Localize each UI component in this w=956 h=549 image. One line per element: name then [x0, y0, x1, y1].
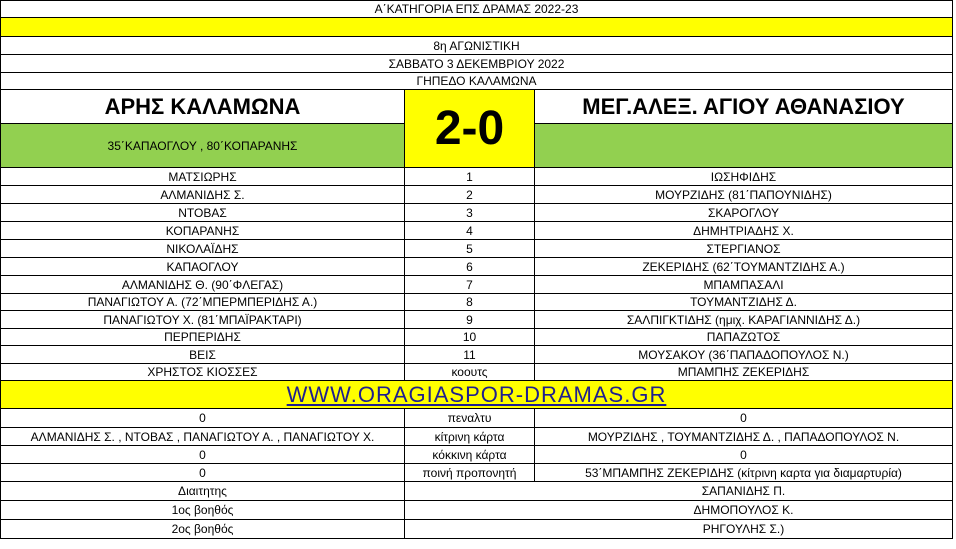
- home-player: ΧΡΗΣΤΟΣ ΚΙΟΣΣΕΣ: [0, 364, 405, 380]
- away-player: ΣΚΑΡΟΓΛΟΥ: [535, 204, 953, 221]
- home-player: ΝΤΟΒΑΣ: [0, 204, 405, 221]
- stadium: ΓΗΠΕΔΟ ΚΑΛΑΜΩΝΑ: [0, 73, 953, 89]
- stat-row: [0, 464, 953, 482]
- round-label: 8η ΑΓΩΝΙΣΤΙΚΗ: [0, 37, 953, 54]
- lineup-row: [0, 240, 953, 258]
- home-player: ΚΑΠΑΟΓΛΟΥ: [0, 258, 405, 275]
- final-score: 2-0: [405, 90, 535, 168]
- away-player: ΜΠΑΜΠΗΣ ΖΕΚΕΡΙΔΗΣ: [535, 364, 953, 380]
- shirt-number: 2: [405, 186, 535, 203]
- official-name: ΣΑΠΑΝΙΔΗΣ Π.: [535, 482, 953, 500]
- website-row: [0, 381, 953, 409]
- home-player: ΒΕΙΣ: [0, 346, 405, 363]
- shirt-number: 5: [405, 240, 535, 257]
- away-player: ΜΟΥΣΑΚΟΥ (36΄ΠΑΠΑΔΟΠΟΥΛΟΣ Ν.): [535, 346, 953, 363]
- shirt-number: 8: [405, 294, 535, 310]
- home-stat: ΑΛΜΑΝΙΔΗΣ Σ. , ΝΤΟΒΑΣ , ΠΑΝΑΓΙΩΤΟΥ Α. , ΠΑΝΑΓΙΩΤΟΥ Χ.: [0, 428, 405, 445]
- home-stat: 0: [0, 464, 405, 481]
- away-stat: 0: [535, 409, 953, 427]
- away-stat: 53΄ΜΠΑΜΠΗΣ ΖΕΚΕΡΙΔΗΣ (κίτρινη καρτα για διαμαρτυρία): [535, 464, 953, 481]
- home-player: ΚΟΠΑΡΑΝΗΣ: [0, 222, 405, 239]
- lineup-row: [0, 311, 953, 329]
- date-row: [0, 55, 953, 73]
- official-row: [0, 482, 953, 501]
- lineup-row: [0, 258, 953, 276]
- shirt-number: 4: [405, 222, 535, 239]
- away-scorers: [535, 124, 953, 167]
- stadium-row: [0, 73, 953, 90]
- title-row: [0, 1, 953, 18]
- stat-row: [0, 446, 953, 464]
- shirt-number: 10: [405, 329, 535, 345]
- official-role: Διαιτητης: [0, 482, 405, 500]
- round-row: [0, 37, 953, 55]
- website-link[interactable]: WWW.ORAGIASPOR-DRAMAS.GR: [0, 381, 953, 408]
- away-player: ΣΑΛΠΙΓΚΤΙΔΗΣ (ημιχ. ΚΑΡΑΓΙΑΝΝΙΔΗΣ Δ.): [535, 311, 953, 328]
- away-player: ΜΠΑΜΠΑΣΑΛΙ: [535, 276, 953, 293]
- away-player: ΖΕΚΕΡΙΔΗΣ (62΄ΤΟΥΜΑΝΤΖΙΔΗΣ Α.): [535, 258, 953, 275]
- stat-row: [0, 428, 953, 446]
- shirt-number: 7: [405, 276, 535, 293]
- away-player: ΜΟΥΡΖΙΔΗΣ (81΄ΠΑΠΟΥΝΙΔΗΣ): [535, 186, 953, 203]
- home-stat: 0: [0, 409, 405, 427]
- stat-label: κίτρινη κάρτα: [405, 428, 535, 445]
- official-name: ΔΗΜΟΠΟΥΛΟΣ Κ.: [535, 501, 953, 519]
- away-player: ΣΤΕΡΓΙΑΝΟΣ: [535, 240, 953, 257]
- shirt-number: κοουτς: [405, 364, 535, 380]
- shirt-number: 9: [405, 311, 535, 328]
- away-stat: 0: [535, 446, 953, 463]
- away-stat: ΜΟΥΡΖΙΔΗΣ , ΤΟΥΜΑΝΤΖΙΔΗΣ Δ. , ΠΑΠΑΔΟΠΟΥΛΟΣ Ν.: [535, 428, 953, 445]
- league-title: Α΄ΚΑΤΗΓΟΡΙΑ ΕΠΣ ΔΡΑΜΑΣ 2022-23: [0, 1, 953, 17]
- shirt-number: 11: [405, 346, 535, 363]
- official-row: [0, 520, 953, 539]
- away-player: ΙΩΣΗΦΙΔΗΣ: [535, 168, 953, 185]
- lineup-row: [0, 294, 953, 311]
- official-role: 2ος βοηθός: [0, 520, 405, 538]
- away-player: ΠΑΠΑΖΩΤΟΣ: [535, 329, 953, 345]
- yellow-band-top: [0, 18, 953, 37]
- home-player: ΑΛΜΑΝΙΔΗΣ Σ.: [0, 186, 405, 203]
- stat-row: [0, 409, 953, 428]
- home-team: ΑΡΗΣ ΚΑΛΑΜΩΝΑ: [0, 90, 405, 124]
- lineup-row: [0, 222, 953, 240]
- home-player: ΠΕΡΠΕΡΙΔΗΣ: [0, 329, 405, 345]
- shirt-number: 3: [405, 204, 535, 221]
- lineup-row: [0, 364, 953, 381]
- home-scorers: 35΄ΚΑΠΑΟΓΛΟΥ , 80΄ΚΟΠΑΡΑΝΗΣ: [0, 124, 405, 167]
- official-row: [0, 501, 953, 520]
- lineup-row: [0, 168, 953, 186]
- home-player: ΠΑΝΑΓΙΩΤΟΥ Χ. (81΄ΜΠΑΪΡΑΚΤΑΡΙ): [0, 311, 405, 328]
- stat-label: ποινή προπονητή: [405, 464, 535, 481]
- away-team: ΜΕΓ.ΑΛΕΞ. ΑΓΙΟΥ ΑΘΑΝΑΣΙΟΥ: [535, 90, 953, 124]
- shirt-number: 1: [405, 168, 535, 185]
- home-player: ΝΙΚΟΛΑΪΔΗΣ: [0, 240, 405, 257]
- stat-label: πεναλτυ: [405, 409, 535, 427]
- away-player: ΤΟΥΜΑΝΤΖΙΔΗΣ Δ.: [535, 294, 953, 310]
- lineup-row: [0, 276, 953, 294]
- official-name: ΡΗΓΟΥΛΗΣ Σ.): [535, 520, 953, 538]
- lineup-row: [0, 204, 953, 222]
- lineup-row: [0, 186, 953, 204]
- lineup-row: [0, 346, 953, 364]
- stat-label: κόκκινη κάρτα: [405, 446, 535, 463]
- home-stat: 0: [0, 446, 405, 463]
- away-player: ΔΗΜΗΤΡΙΑΔΗΣ Χ.: [535, 222, 953, 239]
- official-role: 1ος βοηθός: [0, 501, 405, 519]
- home-player: ΑΛΜΑΝΙΔΗΣ Θ. (90΄ΦΛΕΓΑΣ): [0, 276, 405, 293]
- home-player: ΜΑΤΣΙΩΡΗΣ: [0, 168, 405, 185]
- shirt-number: 6: [405, 258, 535, 275]
- home-player: ΠΑΝΑΓΙΩΤΟΥ Α. (72΄ΜΠΕΡΜΠΕΡΙΔΗΣ Α.): [0, 294, 405, 310]
- lineup-row: [0, 329, 953, 346]
- match-date: ΣΑΒΒΑΤΟ 3 ΔΕΚΕΜΒΡΙΟΥ 2022: [0, 55, 953, 72]
